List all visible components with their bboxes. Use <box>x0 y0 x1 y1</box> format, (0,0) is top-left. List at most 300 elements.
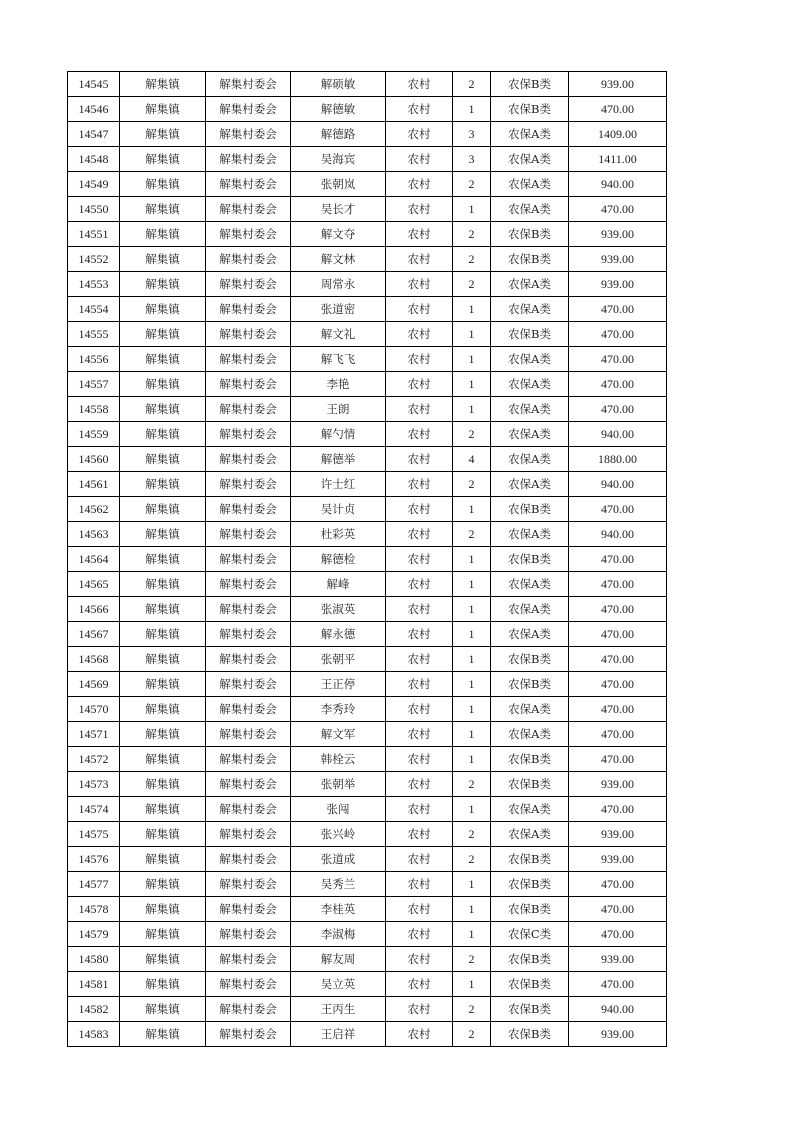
household-size-cell: 1 <box>453 397 491 422</box>
household-size-cell: 1 <box>453 622 491 647</box>
table-row <box>68 472 667 497</box>
person-name-cell: 张朝岚 <box>291 172 386 197</box>
person-name-cell: 解硕敏 <box>291 72 386 97</box>
household-size-cell: 1 <box>453 322 491 347</box>
table-row <box>68 872 667 897</box>
insurance-category-cell: 农保A类 <box>491 797 569 822</box>
table-row <box>68 572 667 597</box>
village-committee-cell: 解集村委会 <box>206 97 291 122</box>
person-name-cell: 吴秀兰 <box>291 872 386 897</box>
town-cell: 解集镇 <box>120 422 206 447</box>
person-name-cell: 许士红 <box>291 472 386 497</box>
amount-cell: 939.00 <box>569 822 667 847</box>
person-name-cell: 解德举 <box>291 447 386 472</box>
household-size-cell: 1 <box>453 372 491 397</box>
insurance-category-cell: 农保B类 <box>491 647 569 672</box>
insurance-category-cell: 农保B类 <box>491 772 569 797</box>
household-size-cell: 2 <box>453 422 491 447</box>
amount-cell: 470.00 <box>569 922 667 947</box>
village-committee-cell: 解集村委会 <box>206 147 291 172</box>
household-size-cell: 1 <box>453 597 491 622</box>
town-cell: 解集镇 <box>120 372 206 397</box>
insurance-category-cell: 农保B类 <box>491 497 569 522</box>
insurance-category-cell: 农保A类 <box>491 597 569 622</box>
person-name-cell: 周常永 <box>291 272 386 297</box>
village-committee-cell: 解集村委会 <box>206 247 291 272</box>
record-id-cell: 14567 <box>68 622 120 647</box>
household-type-cell: 农村 <box>386 822 453 847</box>
record-id-cell: 14569 <box>68 672 120 697</box>
town-cell: 解集镇 <box>120 997 206 1022</box>
household-size-cell: 1 <box>453 347 491 372</box>
household-type-cell: 农村 <box>386 422 453 447</box>
village-committee-cell: 解集村委会 <box>206 1022 291 1047</box>
town-cell: 解集镇 <box>120 722 206 747</box>
person-name-cell: 解文林 <box>291 247 386 272</box>
village-committee-cell: 解集村委会 <box>206 872 291 897</box>
village-committee-cell: 解集村委会 <box>206 572 291 597</box>
village-committee-cell: 解集村委会 <box>206 797 291 822</box>
town-cell: 解集镇 <box>120 172 206 197</box>
table-row <box>68 497 667 522</box>
record-id-cell: 14554 <box>68 297 120 322</box>
person-name-cell: 吴海宾 <box>291 147 386 172</box>
household-type-cell: 农村 <box>386 297 453 322</box>
insurance-category-cell: 农保B类 <box>491 97 569 122</box>
amount-cell: 1411.00 <box>569 147 667 172</box>
town-cell: 解集镇 <box>120 472 206 497</box>
record-id-cell: 14560 <box>68 447 120 472</box>
household-type-cell: 农村 <box>386 147 453 172</box>
household-type-cell: 农村 <box>386 72 453 97</box>
village-committee-cell: 解集村委会 <box>206 497 291 522</box>
household-type-cell: 农村 <box>386 922 453 947</box>
household-type-cell: 农村 <box>386 472 453 497</box>
town-cell: 解集镇 <box>120 797 206 822</box>
table-row <box>68 247 667 272</box>
record-id-cell: 14568 <box>68 647 120 672</box>
insurance-category-cell: 农保A类 <box>491 172 569 197</box>
person-name-cell: 张淑英 <box>291 597 386 622</box>
table-row <box>68 97 667 122</box>
amount-cell: 470.00 <box>569 872 667 897</box>
insurance-category-cell: 农保B类 <box>491 72 569 97</box>
person-name-cell: 解文礼 <box>291 322 386 347</box>
household-type-cell: 农村 <box>386 1022 453 1047</box>
record-id-cell: 14555 <box>68 322 120 347</box>
amount-cell: 470.00 <box>569 97 667 122</box>
household-type-cell: 农村 <box>386 272 453 297</box>
person-name-cell: 张兴岭 <box>291 822 386 847</box>
town-cell: 解集镇 <box>120 222 206 247</box>
village-committee-cell: 解集村委会 <box>206 347 291 372</box>
insurance-category-cell: 农保B类 <box>491 547 569 572</box>
person-name-cell: 王启祥 <box>291 1022 386 1047</box>
town-cell: 解集镇 <box>120 1022 206 1047</box>
household-type-cell: 农村 <box>386 647 453 672</box>
household-size-cell: 1 <box>453 497 491 522</box>
amount-cell: 939.00 <box>569 847 667 872</box>
amount-cell: 939.00 <box>569 222 667 247</box>
amount-cell: 470.00 <box>569 197 667 222</box>
amount-cell: 940.00 <box>569 172 667 197</box>
record-id-cell: 14571 <box>68 722 120 747</box>
record-id-cell: 14556 <box>68 347 120 372</box>
household-size-cell: 2 <box>453 1022 491 1047</box>
amount-cell: 470.00 <box>569 747 667 772</box>
insurance-category-cell: 农保A类 <box>491 372 569 397</box>
household-type-cell: 农村 <box>386 672 453 697</box>
insurance-category-cell: 农保A类 <box>491 347 569 372</box>
town-cell: 解集镇 <box>120 97 206 122</box>
record-id-cell: 14549 <box>68 172 120 197</box>
town-cell: 解集镇 <box>120 122 206 147</box>
insurance-category-cell: 农保A类 <box>491 697 569 722</box>
town-cell: 解集镇 <box>120 672 206 697</box>
insurance-category-cell: 农保B类 <box>491 997 569 1022</box>
village-committee-cell: 解集村委会 <box>206 322 291 347</box>
table-row <box>68 672 667 697</box>
person-name-cell: 张朝平 <box>291 647 386 672</box>
person-name-cell: 吴立英 <box>291 972 386 997</box>
insurance-category-cell: 农保B类 <box>491 1022 569 1047</box>
household-size-cell: 2 <box>453 472 491 497</box>
person-name-cell: 张道成 <box>291 847 386 872</box>
village-committee-cell: 解集村委会 <box>206 922 291 947</box>
household-size-cell: 1 <box>453 697 491 722</box>
household-size-cell: 2 <box>453 72 491 97</box>
household-type-cell: 农村 <box>386 597 453 622</box>
town-cell: 解集镇 <box>120 597 206 622</box>
record-id-cell: 14577 <box>68 872 120 897</box>
town-cell: 解集镇 <box>120 897 206 922</box>
village-committee-cell: 解集村委会 <box>206 372 291 397</box>
amount-cell: 470.00 <box>569 297 667 322</box>
household-size-cell: 1 <box>453 647 491 672</box>
town-cell: 解集镇 <box>120 347 206 372</box>
village-committee-cell: 解集村委会 <box>206 397 291 422</box>
amount-cell: 470.00 <box>569 897 667 922</box>
town-cell: 解集镇 <box>120 697 206 722</box>
record-id-cell: 14562 <box>68 497 120 522</box>
insurance-category-cell: 农保A类 <box>491 297 569 322</box>
household-size-cell: 2 <box>453 822 491 847</box>
record-id-cell: 14553 <box>68 272 120 297</box>
household-size-cell: 2 <box>453 772 491 797</box>
record-id-cell: 14548 <box>68 147 120 172</box>
table-row <box>68 147 667 172</box>
table-row <box>68 447 667 472</box>
insurance-category-cell: 农保C类 <box>491 922 569 947</box>
amount-cell: 470.00 <box>569 622 667 647</box>
person-name-cell: 解德路 <box>291 122 386 147</box>
town-cell: 解集镇 <box>120 572 206 597</box>
record-id-cell: 14572 <box>68 747 120 772</box>
table-row <box>68 372 667 397</box>
household-size-cell: 2 <box>453 247 491 272</box>
table-row <box>68 697 667 722</box>
person-name-cell: 杜彩英 <box>291 522 386 547</box>
amount-cell: 470.00 <box>569 672 667 697</box>
insurance-category-cell: 农保A类 <box>491 622 569 647</box>
insurance-category-cell: 农保B类 <box>491 672 569 697</box>
town-cell: 解集镇 <box>120 647 206 672</box>
household-size-cell: 3 <box>453 122 491 147</box>
household-size-cell: 2 <box>453 172 491 197</box>
town-cell: 解集镇 <box>120 947 206 972</box>
town-cell: 解集镇 <box>120 772 206 797</box>
town-cell: 解集镇 <box>120 922 206 947</box>
amount-cell: 940.00 <box>569 522 667 547</box>
household-size-cell: 4 <box>453 447 491 472</box>
town-cell: 解集镇 <box>120 747 206 772</box>
record-id-cell: 14580 <box>68 947 120 972</box>
table-row <box>68 172 667 197</box>
record-id-cell: 14547 <box>68 122 120 147</box>
record-id-cell: 14564 <box>68 547 120 572</box>
household-size-cell: 2 <box>453 522 491 547</box>
person-name-cell: 李秀玲 <box>291 697 386 722</box>
insurance-category-cell: 农保A类 <box>491 122 569 147</box>
person-name-cell: 解德检 <box>291 547 386 572</box>
town-cell: 解集镇 <box>120 147 206 172</box>
amount-cell: 470.00 <box>569 797 667 822</box>
table-row <box>68 397 667 422</box>
table-row <box>68 847 667 872</box>
household-type-cell: 农村 <box>386 497 453 522</box>
village-committee-cell: 解集村委会 <box>206 547 291 572</box>
town-cell: 解集镇 <box>120 247 206 272</box>
table-row <box>68 222 667 247</box>
household-type-cell: 农村 <box>386 197 453 222</box>
person-name-cell: 王正停 <box>291 672 386 697</box>
household-size-cell: 1 <box>453 572 491 597</box>
amount-cell: 940.00 <box>569 422 667 447</box>
household-type-cell: 农村 <box>386 97 453 122</box>
person-name-cell: 解文夺 <box>291 222 386 247</box>
table-row <box>68 597 667 622</box>
household-type-cell: 农村 <box>386 547 453 572</box>
town-cell: 解集镇 <box>120 497 206 522</box>
table-row <box>68 622 667 647</box>
table-row <box>68 122 667 147</box>
table-row <box>68 347 667 372</box>
town-cell: 解集镇 <box>120 72 206 97</box>
table-row <box>68 197 667 222</box>
table-row <box>68 1022 667 1047</box>
village-committee-cell: 解集村委会 <box>206 822 291 847</box>
village-committee-cell: 解集村委会 <box>206 722 291 747</box>
household-size-cell: 1 <box>453 972 491 997</box>
table-row <box>68 772 667 797</box>
table-row <box>68 722 667 747</box>
record-id-cell: 14574 <box>68 797 120 822</box>
amount-cell: 470.00 <box>569 972 667 997</box>
insurance-category-cell: 农保A类 <box>491 397 569 422</box>
household-size-cell: 2 <box>453 272 491 297</box>
insurance-category-cell: 农保B类 <box>491 897 569 922</box>
household-size-cell: 2 <box>453 222 491 247</box>
household-type-cell: 农村 <box>386 797 453 822</box>
record-id-cell: 14582 <box>68 997 120 1022</box>
table-row <box>68 272 667 297</box>
household-type-cell: 农村 <box>386 447 453 472</box>
record-id-cell: 14566 <box>68 597 120 622</box>
person-name-cell: 吴长才 <box>291 197 386 222</box>
record-id-cell: 14565 <box>68 572 120 597</box>
village-committee-cell: 解集村委会 <box>206 522 291 547</box>
household-type-cell: 农村 <box>386 847 453 872</box>
village-committee-cell: 解集村委会 <box>206 472 291 497</box>
town-cell: 解集镇 <box>120 622 206 647</box>
person-name-cell: 李淑梅 <box>291 922 386 947</box>
amount-cell: 939.00 <box>569 272 667 297</box>
insurance-category-cell: 农保B类 <box>491 322 569 347</box>
household-size-cell: 3 <box>453 147 491 172</box>
amount-cell: 470.00 <box>569 497 667 522</box>
amount-cell: 470.00 <box>569 572 667 597</box>
household-size-cell: 1 <box>453 747 491 772</box>
person-name-cell: 王朗 <box>291 397 386 422</box>
village-committee-cell: 解集村委会 <box>206 647 291 672</box>
amount-cell: 1880.00 <box>569 447 667 472</box>
insurance-category-cell: 农保B类 <box>491 872 569 897</box>
record-id-cell: 14546 <box>68 97 120 122</box>
insurance-category-cell: 农保A类 <box>491 147 569 172</box>
person-name-cell: 解友周 <box>291 947 386 972</box>
record-id-cell: 14551 <box>68 222 120 247</box>
person-name-cell: 张闯 <box>291 797 386 822</box>
household-type-cell: 农村 <box>386 347 453 372</box>
town-cell: 解集镇 <box>120 272 206 297</box>
insurance-category-cell: 农保B类 <box>491 247 569 272</box>
insurance-category-cell: 农保A类 <box>491 472 569 497</box>
record-id-cell: 14570 <box>68 697 120 722</box>
household-size-cell: 1 <box>453 547 491 572</box>
household-type-cell: 农村 <box>386 397 453 422</box>
household-size-cell: 1 <box>453 297 491 322</box>
village-committee-cell: 解集村委会 <box>206 972 291 997</box>
person-name-cell: 韩栓云 <box>291 747 386 772</box>
amount-cell: 939.00 <box>569 947 667 972</box>
town-cell: 解集镇 <box>120 972 206 997</box>
household-type-cell: 农村 <box>386 897 453 922</box>
amount-cell: 939.00 <box>569 772 667 797</box>
table-row <box>68 922 667 947</box>
village-committee-cell: 解集村委会 <box>206 447 291 472</box>
insurance-category-cell: 农保A类 <box>491 822 569 847</box>
household-type-cell: 农村 <box>386 997 453 1022</box>
table-row <box>68 72 667 97</box>
person-name-cell: 解勺情 <box>291 422 386 447</box>
table-row <box>68 947 667 972</box>
record-id-cell: 14552 <box>68 247 120 272</box>
village-committee-cell: 解集村委会 <box>206 622 291 647</box>
person-name-cell: 李艳 <box>291 372 386 397</box>
person-name-cell: 李桂英 <box>291 897 386 922</box>
insurance-category-cell: 农保A类 <box>491 422 569 447</box>
amount-cell: 470.00 <box>569 347 667 372</box>
amount-cell: 470.00 <box>569 372 667 397</box>
household-type-cell: 农村 <box>386 722 453 747</box>
household-type-cell: 农村 <box>386 522 453 547</box>
insurance-category-cell: 农保A类 <box>491 722 569 747</box>
village-committee-cell: 解集村委会 <box>206 422 291 447</box>
household-type-cell: 农村 <box>386 697 453 722</box>
insurance-category-cell: 农保B类 <box>491 972 569 997</box>
record-id-cell: 14561 <box>68 472 120 497</box>
village-committee-cell: 解集村委会 <box>206 597 291 622</box>
household-size-cell: 1 <box>453 722 491 747</box>
record-id-cell: 14581 <box>68 972 120 997</box>
insurance-category-cell: 农保A类 <box>491 522 569 547</box>
amount-cell: 939.00 <box>569 72 667 97</box>
record-id-cell: 14550 <box>68 197 120 222</box>
person-name-cell: 解文军 <box>291 722 386 747</box>
household-size-cell: 1 <box>453 97 491 122</box>
table-row <box>68 647 667 672</box>
record-id-cell: 14557 <box>68 372 120 397</box>
village-committee-cell: 解集村委会 <box>206 222 291 247</box>
amount-cell: 470.00 <box>569 722 667 747</box>
table-row <box>68 897 667 922</box>
village-committee-cell: 解集村委会 <box>206 122 291 147</box>
village-committee-cell: 解集村委会 <box>206 272 291 297</box>
record-id-cell: 14558 <box>68 397 120 422</box>
household-type-cell: 农村 <box>386 222 453 247</box>
village-committee-cell: 解集村委会 <box>206 172 291 197</box>
amount-cell: 470.00 <box>569 322 667 347</box>
household-type-cell: 农村 <box>386 322 453 347</box>
record-id-cell: 14579 <box>68 922 120 947</box>
amount-cell: 940.00 <box>569 997 667 1022</box>
household-size-cell: 2 <box>453 947 491 972</box>
town-cell: 解集镇 <box>120 197 206 222</box>
town-cell: 解集镇 <box>120 447 206 472</box>
household-type-cell: 农村 <box>386 872 453 897</box>
town-cell: 解集镇 <box>120 547 206 572</box>
table-row <box>68 822 667 847</box>
household-type-cell: 农村 <box>386 372 453 397</box>
table-row <box>68 297 667 322</box>
village-committee-cell: 解集村委会 <box>206 697 291 722</box>
household-size-cell: 1 <box>453 672 491 697</box>
record-id-cell: 14575 <box>68 822 120 847</box>
insurance-category-cell: 农保A类 <box>491 272 569 297</box>
village-committee-cell: 解集村委会 <box>206 197 291 222</box>
household-type-cell: 农村 <box>386 947 453 972</box>
village-committee-cell: 解集村委会 <box>206 997 291 1022</box>
insurance-category-cell: 农保A类 <box>491 447 569 472</box>
household-type-cell: 农村 <box>386 572 453 597</box>
household-type-cell: 农村 <box>386 622 453 647</box>
household-size-cell: 1 <box>453 922 491 947</box>
village-committee-cell: 解集村委会 <box>206 672 291 697</box>
village-committee-cell: 解集村委会 <box>206 747 291 772</box>
village-committee-cell: 解集村委会 <box>206 897 291 922</box>
person-name-cell: 解德敏 <box>291 97 386 122</box>
household-type-cell: 农村 <box>386 122 453 147</box>
household-type-cell: 农村 <box>386 772 453 797</box>
table-row <box>68 747 667 772</box>
village-committee-cell: 解集村委会 <box>206 72 291 97</box>
village-committee-cell: 解集村委会 <box>206 297 291 322</box>
table-row <box>68 422 667 447</box>
insurance-category-cell: 农保A类 <box>491 572 569 597</box>
person-name-cell: 解飞飞 <box>291 347 386 372</box>
person-name-cell: 王丙生 <box>291 997 386 1022</box>
insurance-category-cell: 农保A类 <box>491 197 569 222</box>
